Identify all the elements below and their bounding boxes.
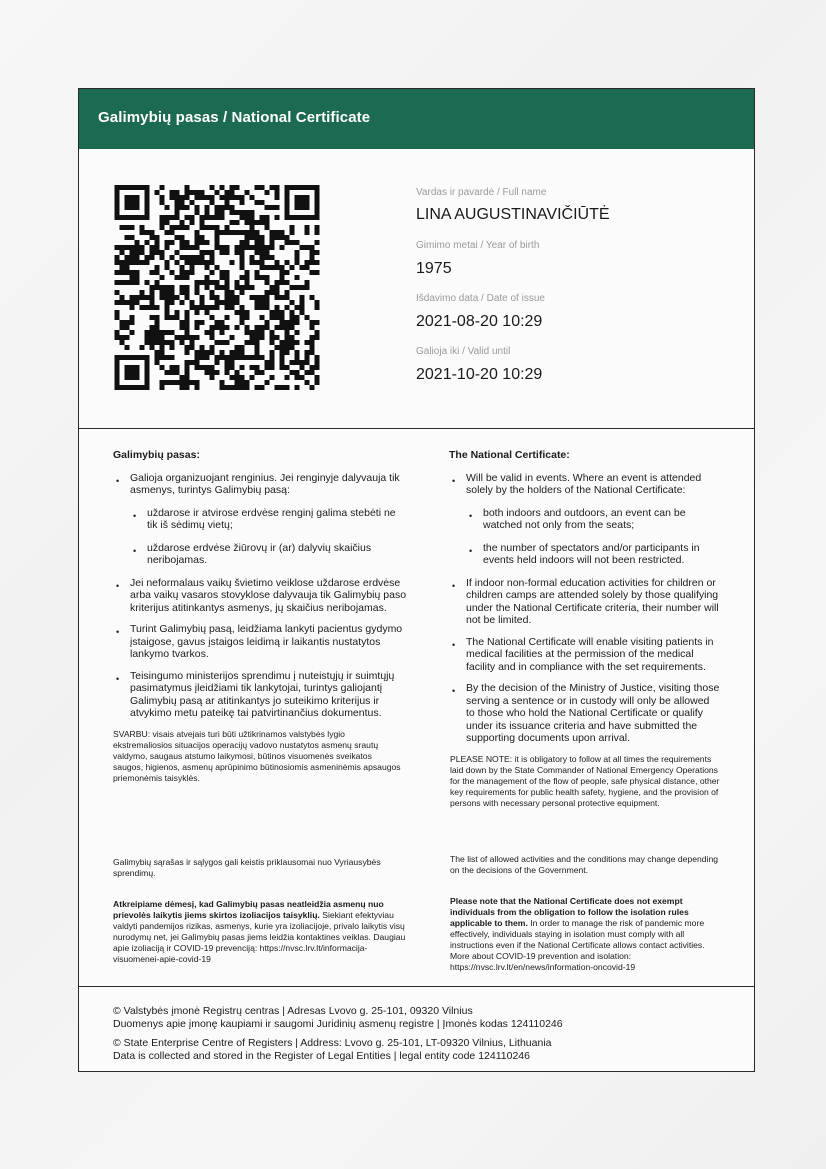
en-item: [449, 636, 721, 674]
en-item: [449, 577, 721, 627]
footer: [113, 1005, 563, 1063]
lt-item-text: Jei neformalaus vaikų švietimo veiklose uždarose erdvėse arba vaikų vasaros stovyklose dalyvauja tik Galimybių paso kriterijus atitinkantys asmenys, jų skaičius neribojamas.: [130, 576, 407, 614]
certificate: [78, 88, 755, 1072]
valid-until-label: Galioja iki / Valid until: [416, 346, 511, 357]
lt-item: [113, 670, 409, 720]
lt-attention-bold: Atkreipiame dėmesį, kad Galimybių pasas neatleidžia asmenų nuo prievolės laikytis jiems skirtos izoliacijos taisyklių.: [113, 899, 384, 920]
lt-item: [113, 472, 409, 567]
lt-item: [113, 577, 409, 615]
en-list-note: The list of allowed activities and the conditions may change depending on the decisions of the Government.: [450, 854, 719, 875]
lt-heading: Galimybių pasas:: [113, 449, 200, 461]
divider-bottom: [79, 986, 754, 987]
lt-attention-text: Siekiant efektyviau valdyti pandemijos rizikas, asmenys, kurie yra izoliacijoje, privalo laikytis visų nurodymų net, jei Galimybių pasas jiems leidžia kontaktines veiklas. Daugiau apie izoliaciją ir COVID-19 prevenciją: https://nvsc.lrv.lt/informacija-visuomenei-apie-covid-19: [113, 910, 406, 964]
footer-lt-line-2: Duomenys apie įmonę kaupiami ir saugomi Juridinių asmenų registre | Įmonės kodas 124110246: [113, 1018, 563, 1030]
qr-code: [113, 185, 321, 390]
full-name-value: LINA AUGUSTINAVIČIŪTĖ: [416, 206, 610, 223]
footer-en-line-2: Data is collected and stored in the Register of Legal Entities | legal entity code 124110246: [113, 1050, 530, 1062]
en-item-text: By the decision of the Ministry of Justice, visiting those serving a sentence or in custody will only be allowed to those who hold the National Certificate or qualify under its issuance criteria and have submitted the supporting documents upon arrival.: [466, 682, 720, 744]
full-name-label: Vardas ir pavardė / Full name: [416, 187, 547, 198]
lt-subitem-text: uždarose erdvėse žiūrovų ir (ar) dalyvių skaičius neribojamas.: [147, 541, 372, 566]
en-item-text: The National Certificate will enable visiting patients in medical facilities at the permission of the medical facility and in compliance with the set requirements.: [466, 635, 714, 673]
lt-important-note: SVARBU: visais atvejais turi būti užtikrinamos valstybės lygio ekstremaliosios situacijos operacijų vadovo nustatytos asmenų srautų valdymo, saugaus atstumo laikymosi, būtinos visuomenės sveikatos saugos, higienos, asmenų aprūpinimo būtinosiomis asmeninėmis apsaugos priemonėmis taisyklės.: [113, 729, 401, 783]
en-heading: The National Certificate:: [449, 449, 570, 461]
date-of-issue-label: Išdavimo data / Date of issue: [416, 293, 545, 304]
en-item-text: Will be valid in events. Where an event is attended solely by the holders of the National Certificate:: [466, 471, 702, 496]
en-item: [449, 472, 721, 567]
lt-list-note: Galimybių sąrašas ir sąlygos gali keistis priklausomai nuo Vyriausybės sprendimų.: [113, 857, 381, 878]
certificate-header: [79, 89, 754, 149]
en-subitem-text: both indoors and outdoors, an event can be watched not only from the seats;: [483, 506, 686, 531]
lt-item-text: Teisingumo ministerijos sprendimu į nuteistųjų ir suimtųjų pasimatymus įleidžiami tik lankytojai, turintys galiojantį Galimybių pasą ar atitinkantys jo suteikimo kriterijus ir atvykimo metu pateikę tai patvirtinančius dokumentus.: [130, 669, 395, 719]
en-attention-text: In order to manage the risk of pandemic more effectively, individuals staying in isolation must comply with all instructions even if the National Certificate allows contact activities. More about COVID-19 prevention and isolation: https://nvsc.lrv.lt/en/news/information-oncovid-19: [450, 918, 705, 972]
divider-top: [79, 428, 754, 429]
lt-subitem: [130, 542, 409, 567]
lt-attention-note: [113, 899, 413, 965]
lt-column: [113, 449, 409, 729]
valid-until-value: 2021-10-20 10:29: [416, 366, 543, 383]
en-subitem: [466, 507, 721, 532]
en-please-note: PLEASE NOTE: it is obligatory to follow at all times the requirements laid down by the State Commander of National Emergency Operations for the management of the flow of people, safe physical distance, other key requirements for public health safety, hygiene, and the provision of persons with necessary personal protective equipment.: [450, 754, 720, 808]
lt-subitem: [130, 507, 409, 532]
lt-item: [113, 623, 409, 661]
en-item: [449, 682, 721, 745]
lt-item-text: Turint Galimybių pasą, leidžiama lankyti pacientus gydymo įstaigose, gavus įstaigos leidimą ir laikantis nustatytos lankymo tvarkos.: [130, 623, 403, 660]
footer-lt-line-1: © Valstybės įmonė Registrų centras | Adresas Lvovo g. 25-101, 09320 Vilnius: [113, 1005, 473, 1017]
en-subitem: [466, 542, 721, 567]
en-subitem-text: the number of spectators and/or participants in events held indoors will not been restricted.: [483, 541, 700, 566]
lt-subitem-text: uždarose ir atvirose erdvėse renginį galima stebėti ne tik iš sėdimų vietų;: [147, 506, 396, 531]
en-attention-note: [450, 896, 725, 973]
year-of-birth-label: Gimimo metai / Year of birth: [416, 240, 540, 251]
lt-item-text: Galioja organizuojant renginius. Jei renginyje dalyvauja tik asmenys, turintys Galimybių pasą:: [130, 471, 400, 496]
footer-en-line-1: © State Enterprise Centre of Registers | Address: Lvovo g. 25-101, LT-09320 Vilnius, Lithuania: [113, 1037, 552, 1049]
en-item-text: If indoor non-formal education activities for children or children camps are attended solely by those qualifying under the National Certificate criteria, their number will not be limited.: [466, 576, 719, 626]
date-of-issue-value: 2021-08-20 10:29: [416, 313, 543, 330]
en-attention-bold: Please note that the National Certificate does not exempt individuals from the obligation to follow the isolation rules applicable to them.: [450, 896, 689, 928]
certificate-title: Galimybių pasas / National Certificate: [98, 109, 371, 126]
en-column: [449, 449, 721, 754]
year-of-birth-value: 1975: [416, 260, 452, 277]
